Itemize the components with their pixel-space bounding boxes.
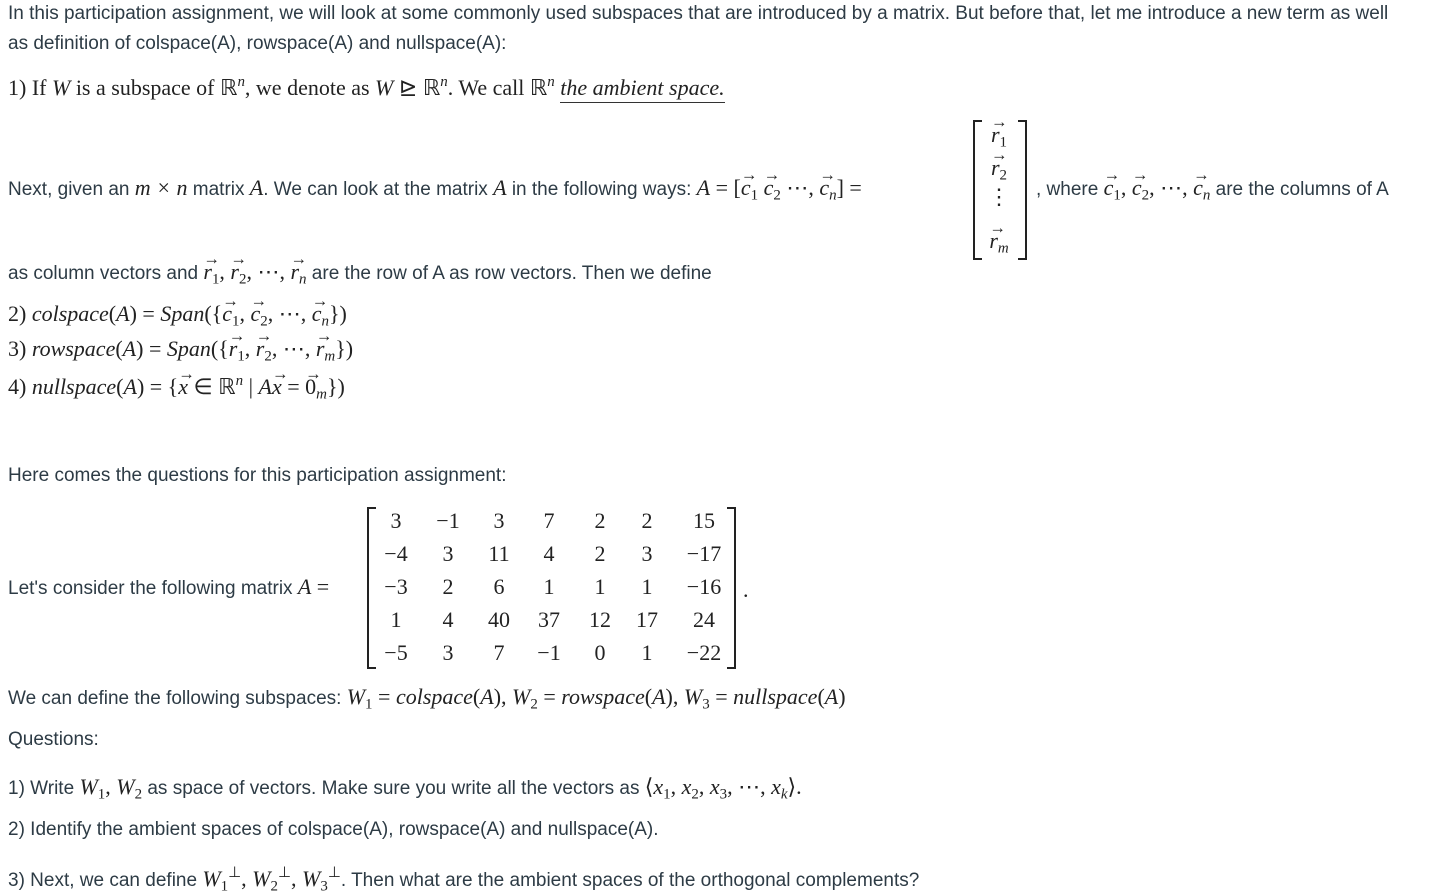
question-3: 3) Next, we can define $W_1^\perp$, $W_2^\perp$, $W_3^\perp$. Then what are the ambient spaces of the orthogonal complements?	[8, 865, 920, 895]
matrix-cell: 15	[693, 508, 715, 533]
matrix-cell: −1	[537, 640, 561, 665]
intro-line-1: In this participation assignment, we will look at some commonly used subspaces that are introduced by a matrix. But before that, let me introduce a new term as well	[8, 3, 1389, 24]
definition-colspace: 2) colspace(A) = Span({→ $c_1$, → $c_2$, ⋯, → $c_n$})	[8, 301, 347, 330]
question-2: 2) Identify the ambient spaces of colspace(A), rowspace(A) and nullspace(A).	[8, 819, 659, 840]
matrix-cell: −1	[436, 508, 460, 533]
definition-1: 1) If W is a subspace of ℝ$^n$, we denote as W ⊵ ℝ$^n$. We call ℝ$^n$ the ambient space.	[8, 74, 725, 101]
matrix-cell: −22	[686, 640, 722, 665]
matrix-cell: 1	[641, 574, 653, 599]
matrix-cell: 3	[390, 508, 402, 533]
matrix-cell: 2	[594, 541, 606, 566]
matrix-cell: 2	[641, 508, 653, 533]
questions-label: Questions:	[8, 729, 99, 750]
matrix-cell: 3	[442, 640, 454, 665]
matrix-cell: 7	[543, 508, 555, 533]
next-paragraph: Next, given an m × n matrix A. We can look at the matrix A in the following ways: A = [→ $c_1 \to c_2$ ⋯, → $c_n$] =	[8, 175, 862, 204]
matrix-cell: 4	[442, 607, 454, 632]
row-vector-2: → $r_2$	[974, 155, 1024, 184]
matrix-cell: 3	[442, 541, 454, 566]
matrix-cell: 2	[442, 574, 454, 599]
matrix-cell: −17	[686, 541, 722, 566]
row-vectors-text: as column vectors and → $r_1$, → $r_2$, ⋯, → $r_n$ are the row of A as row vectors. Then we define	[8, 259, 712, 288]
row-vector-1: → $r_1$	[974, 122, 1024, 151]
definition-nullspace: 4) nullspace(A) = {→ x ∈ ℝ$^n$ | A→ x = → $0_m$})	[8, 373, 345, 403]
matrix-cell: 0	[594, 640, 606, 665]
matrix-cell: 37	[538, 607, 560, 632]
matrix-period: .	[743, 577, 749, 602]
matrix-cell: 24	[693, 607, 715, 632]
matrix-cell: 17	[636, 607, 658, 632]
matrix-cell: −5	[384, 640, 408, 665]
matrix-cell: 4	[543, 541, 555, 566]
matrix-cell: 3	[493, 508, 505, 533]
questions-intro: Here comes the questions for this participation assignment:	[8, 465, 507, 486]
matrix-cell: −16	[686, 574, 722, 599]
matrix-cell: 7	[493, 640, 505, 665]
matrix-cell: 1	[543, 574, 555, 599]
where-columns-text: , where → $c_1$, → $c_2$, ⋯, → $c_n$ are the columns of A	[1036, 175, 1389, 204]
matrix-cell: 1	[641, 640, 653, 665]
matrix-cell: −3	[384, 574, 408, 599]
question-1: 1) Write $W_1$, $W_2$ as space of vectors. Make sure you write all the vectors as $⟨x_1$, $x_2$, $x_3$, ⋯, $x_k⟩$.	[8, 774, 802, 803]
matrix-cell: 12	[589, 607, 611, 632]
row-vector-m: → $r_m$	[974, 228, 1024, 257]
ambient-space-phrase: the ambient space.	[560, 75, 724, 103]
intro-line-2: as definition of colspace(A), rowspace(A) and nullspace(A):	[8, 33, 507, 54]
matrix-cell: 11	[488, 541, 510, 566]
matrix-cell: 6	[493, 574, 505, 599]
matrix-cell: 1	[390, 607, 402, 632]
matrix-cell: −4	[384, 541, 408, 566]
vertical-dots: ⋮	[988, 184, 1010, 209]
matrix-lead: Let's consider the following matrix A =	[8, 574, 330, 599]
definition-rowspace: 3) rowspace(A) = Span({→ $r_1$, → $r_2$, ⋯, → $r_m$})	[8, 336, 353, 365]
matrix-cell: 40	[488, 607, 510, 632]
matrix-cell: 2	[594, 508, 606, 533]
matrix-cell: 1	[594, 574, 606, 599]
matrix-cell: 3	[641, 541, 653, 566]
subspaces-line: We can define the following subspaces: $W_1$ = colspace(A), $W_2$ = rowspace(A), $W_3$ = nullspace(A)	[8, 684, 846, 713]
